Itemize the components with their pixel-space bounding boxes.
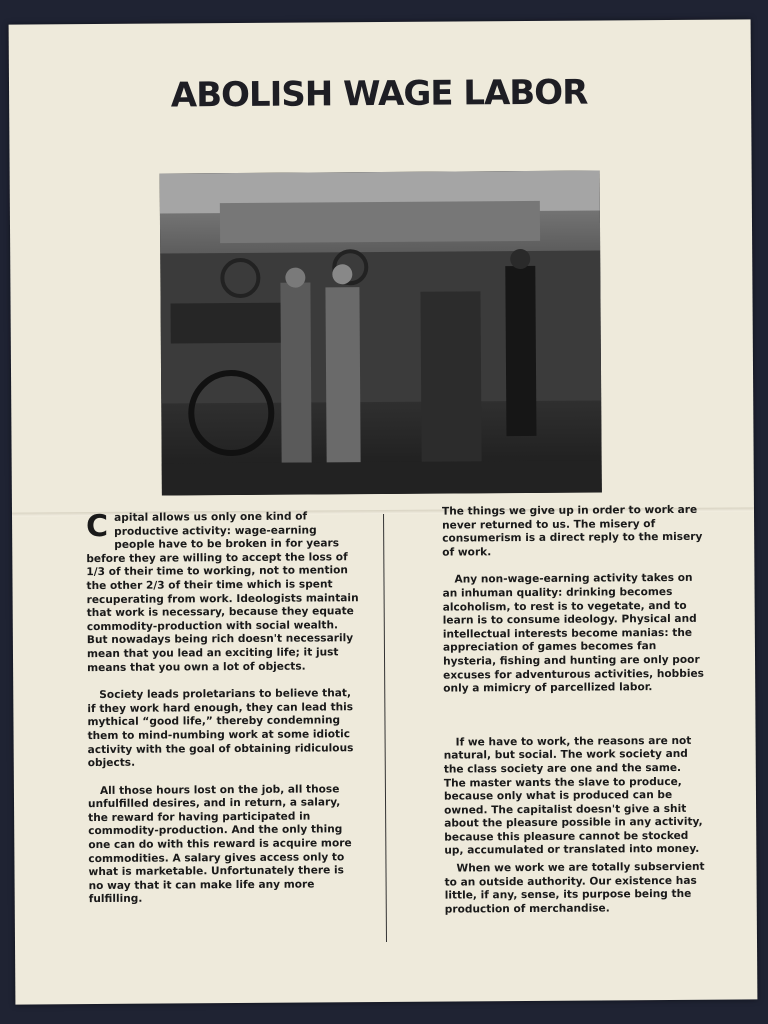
paragraph: Capital allows us only one kind of productive activity: wage-earning people have to be broken in for years before they are willing to accept the loss of 1/3 of their time to working, not to mention the other 2/3 of their time which is spent recuperating from work. Ideologists maintain that work is necessary, because they equate commodity-production with social wealth. But nowadays being rich doesn't necessarily mean that you lead an exciting life; it just means that you own a lot of objects. [85,508,359,674]
paragraph: When we work we are totally subservient to an outside authority. Our existence has little, if any, sense, its purpose being the production of merchandise. [444,860,705,916]
paragraph: Any non-wage-earning activity takes on an inhuman quality: drinking becomes alcoholism, to rest is to vegetate, and to learn is to consume ideology. Physical and intellectual interests become manias: the appreciation of games becomes fan hysteria, fishing and hunting are only poor excuses for adventurous activities, hobbies only a mimicry of parcellized labor. [442,572,704,695]
paragraph: The things we give up in order to work are never returned to us. The misery of consumerism is a direct reply to the misery of work. [441,503,703,559]
article-right-column [442,504,707,931]
article-left-column [86,510,361,921]
factory-photo [160,170,602,495]
column-divider [383,514,387,942]
factory-photo-icon [160,170,602,495]
headline: ABOLISH WAGE LABOR [170,72,588,116]
dropcap: C [85,508,109,545]
leaflet-page [9,19,758,1004]
paragraph: All those hours lost on the job, all those unfulfilled desires, and in return, a salary, the reward for having participated in commodity-production. And the only thing one can do with this reward is acquire more commodities. A salary gives access only to what is marketable. Unfortunately there is no way that it can make life any more fulfilling. [87,782,352,906]
paragraph: If we have to work, the reasons are not natural, but social. The work society and the class society are one and the same. The master wants the slave to produce, because only what is produced can be owned. The capitalist doesn't give a shit about the pleasure possible in any activity, because this pleasure cannot be stocked up, accumulated or translated into money. [443,734,703,858]
paragraph: Society leads proletarians to believe that, if they work hard enough, they can lead this mythical “good life,” thereby condemning them to mind-numbing work at some idiotic activity with the goal of obtaining ridiculous objects. [87,687,354,770]
